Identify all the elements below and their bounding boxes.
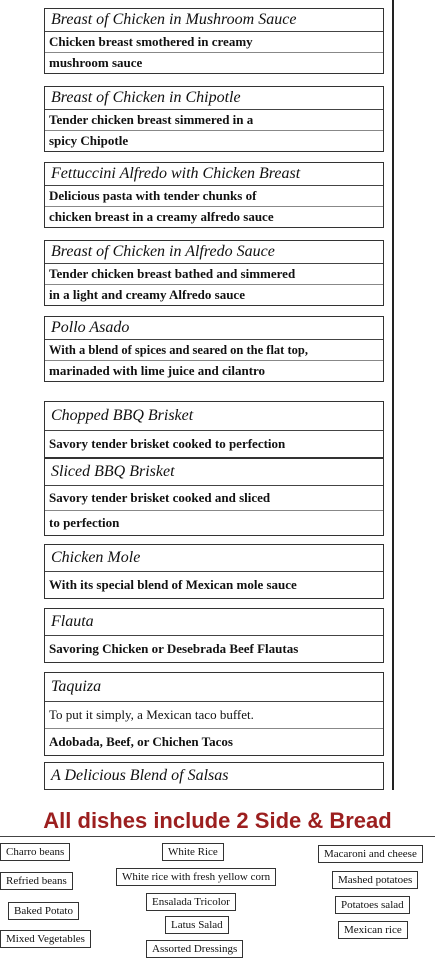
side-option: Ensalada Tricolor — [146, 893, 236, 911]
menu-item-desc: marinaded with lime juice and cilantro — [49, 363, 266, 378]
menu-item-desc: spicy Chipotle — [49, 133, 129, 148]
side-option: Mashed potatoes — [332, 871, 418, 889]
menu-item-title: Fettuccini Alfredo with Chicken Breast — [45, 163, 383, 186]
side-option: White Rice — [162, 843, 224, 861]
menu-item-desc: Tender chicken breast bathed and simmered — [45, 264, 383, 285]
menu-item-desc: in a light and creamy Alfredo sauce — [49, 287, 245, 302]
side-option: Assorted Dressings — [146, 940, 243, 958]
menu-item-desc: Adobada, Beef, or Chichen Tacos — [49, 734, 233, 749]
menu-item-title: Taquiza — [45, 673, 383, 702]
side-option: Refried beans — [0, 872, 73, 890]
side-option: Charro beans — [0, 843, 70, 861]
menu-item-desc: to perfection — [49, 515, 120, 530]
side-option: Macaroni and cheese — [318, 845, 423, 863]
menu-item-desc: Tender chicken breast simmered in a — [45, 110, 383, 131]
menu-item-flauta — [44, 608, 384, 663]
menu-item-desc: To put it simply, a Mexican taco buffet. — [45, 702, 383, 729]
menu-item-chopped-brisket — [44, 401, 384, 458]
menu-item-title: Pollo Asado — [45, 317, 383, 340]
divider — [0, 836, 435, 838]
menu-item-mushroom-chicken — [44, 8, 384, 74]
menu-item-title: Sliced BBQ Brisket — [45, 459, 383, 486]
menu-column — [40, 0, 394, 790]
side-option: Potatoes salad — [335, 896, 410, 914]
menu-item-chicken-mole — [44, 544, 384, 599]
menu-item-title: A Delicious Blend of Salsas — [51, 767, 229, 784]
menu-item-title: Breast of Chicken in Mushroom Sauce — [45, 9, 383, 32]
menu-item-fettuccini — [44, 162, 384, 228]
side-option: Mixed Vegetables — [0, 930, 91, 948]
side-option: White rice with fresh yellow corn — [116, 868, 276, 886]
menu-item-salsas — [44, 762, 384, 790]
side-option: Mexican rice — [338, 921, 408, 939]
menu-item-alfredo-chicken — [44, 240, 384, 306]
menu-item-title: Chicken Mole — [45, 545, 383, 572]
menu-item-title: Breast of Chicken in Alfredo Sauce — [45, 241, 383, 264]
menu-item-pollo-asado — [44, 316, 384, 382]
menu-item-desc: Savoring Chicken or Desebrada Beef Flautas — [49, 641, 299, 656]
side-option: Latus Salad — [165, 916, 229, 934]
menu-item-title: Flauta — [45, 609, 383, 636]
menu-item-desc: Savory tender brisket cooked and sliced — [45, 486, 383, 511]
menu-item-desc: Chicken breast smothered in creamy — [45, 32, 383, 53]
menu-item-desc: Delicious pasta with tender chunks of — [45, 186, 383, 207]
menu-item-desc: With its special blend of Mexican mole sauce — [49, 577, 297, 592]
side-option: Baked Potato — [8, 902, 79, 920]
menu-item-title: Chopped BBQ Brisket — [45, 402, 383, 431]
sides-heading: All dishes include 2 Side & Bread — [43, 808, 392, 833]
menu-item-desc: chicken breast in a creamy alfredo sauce — [49, 209, 274, 224]
menu-item-chipotle-chicken — [44, 86, 384, 152]
menu-item-taquiza — [44, 672, 384, 756]
menu-item-sliced-brisket — [44, 458, 384, 536]
menu-item-title: Breast of Chicken in Chipotle — [45, 87, 383, 110]
menu-item-desc: mushroom sauce — [49, 55, 143, 70]
menu-item-desc: With a blend of spices and seared on the flat top, — [45, 340, 383, 361]
menu-item-desc: Savory tender brisket cooked to perfection — [49, 436, 286, 451]
